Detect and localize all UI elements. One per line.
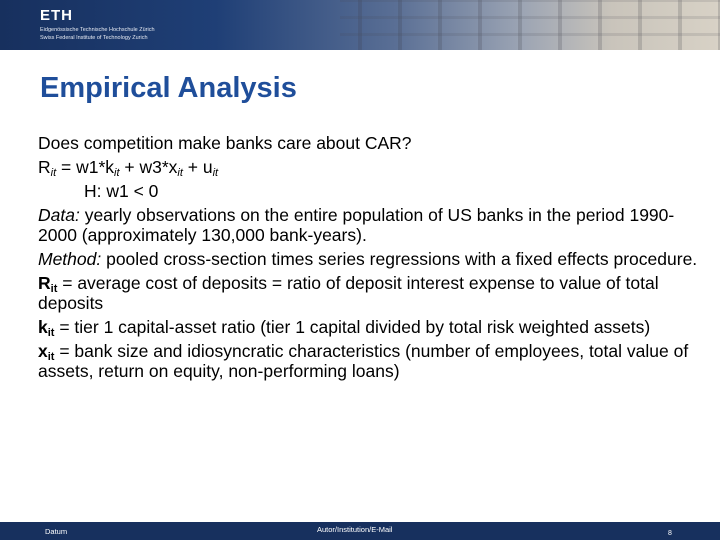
- def-r-text: = average cost of deposits = ratio of deposit interest expense to value of total deposits: [38, 273, 659, 313]
- eq-part-1: = w1*k: [56, 157, 115, 177]
- eq-sub-1: it: [114, 167, 120, 179]
- data-label: Data:: [38, 205, 80, 225]
- definition-k: [38, 317, 698, 337]
- building-photo: [340, 0, 720, 50]
- def-k-symbol: k: [38, 317, 48, 337]
- hypothesis-line: H: w1 < 0: [84, 181, 159, 201]
- eq-lhs: R: [38, 157, 51, 177]
- def-k-sub: it: [47, 327, 55, 339]
- eq-lhs-sub: it: [50, 167, 57, 179]
- definition-x: [38, 341, 698, 381]
- question-line: Does competition make banks care about CAR?: [38, 133, 412, 153]
- def-r-symbol: R: [38, 273, 51, 293]
- eq-part-2: + w3*x: [119, 157, 178, 177]
- equation-line: [38, 157, 698, 177]
- def-r-sub: it: [50, 283, 58, 295]
- slide-body: [38, 133, 698, 385]
- eq-sub-2: it: [177, 167, 183, 179]
- definition-r: [38, 273, 698, 313]
- def-x-sub: it: [47, 351, 55, 363]
- def-x-text: = bank size and idiosyncratic characteristics (number of employees, total value of assets, return on equity, non-performing loans): [38, 341, 689, 381]
- tagline-english: Swiss Federal Institute of Technology Zurich: [40, 35, 148, 41]
- tagline-german: Eidgenössische Technische Hochschule Zürich: [40, 27, 155, 33]
- header-banner: [0, 0, 720, 50]
- eth-logo: ETH: [40, 7, 73, 24]
- eq-sub-3: it: [212, 167, 219, 179]
- footer-bar: [0, 522, 720, 540]
- method-text: pooled cross-section times series regressions with a fixed effects procedure.: [101, 249, 698, 269]
- data-text: yearly observations on the entire population of US banks in the period 1990-2000 (approximately 130,000 bank-years).: [38, 205, 675, 245]
- method-label: Method:: [38, 249, 102, 269]
- footer-date: Datum: [45, 527, 68, 536]
- method-paragraph: [38, 249, 698, 269]
- eq-part-3: + u: [182, 157, 213, 177]
- footer-author: Autor/Institution/E-Mail: [317, 525, 393, 534]
- def-k-text: = tier 1 capital-asset ratio (tier 1 capital divided by total risk weighted assets): [54, 317, 651, 337]
- slide-title: Empirical Analysis: [40, 72, 297, 104]
- data-paragraph: [38, 205, 698, 245]
- page-number: 8: [668, 530, 672, 537]
- def-x-symbol: x: [38, 341, 48, 361]
